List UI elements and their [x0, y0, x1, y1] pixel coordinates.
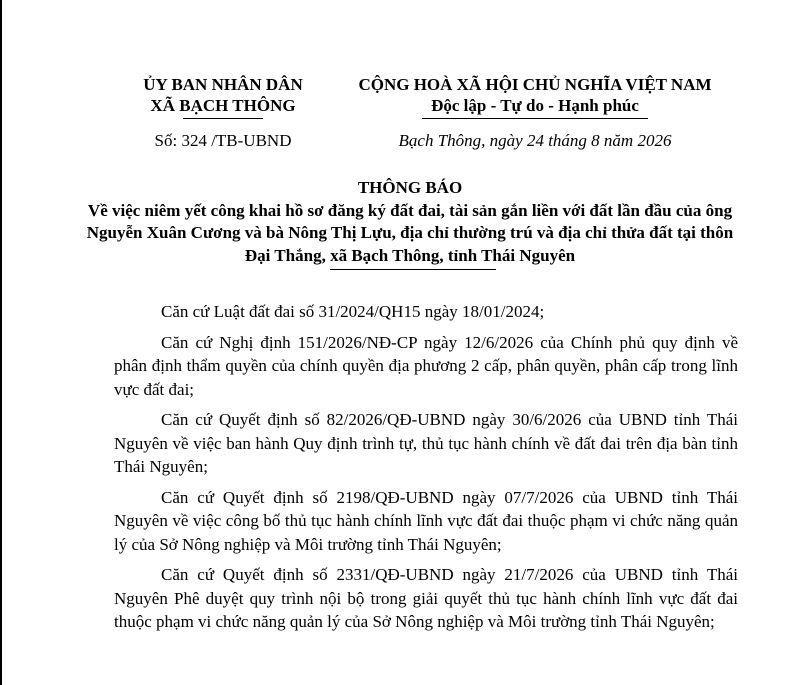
motto-underline [422, 118, 648, 119]
national-motto [330, 74, 740, 119]
nation-line-1: CỘNG HOÀ XÃ HỘI CHỦ NGHĨA VIỆT NAM [358, 75, 712, 94]
body-paragraph-4: Căn cứ Quyết định số 2198/QĐ-UBND ngày 07/7/2026 của UBND tỉnh Thái Nguyên về việc công bố thủ tục hành chính lĩnh vực đất đai thuộc phạm vi chức năng quản lý của Sở Nông nghiệp và Môi trường tỉnh Thái Nguyên; [114, 487, 738, 554]
document-number: Số: 324 /TB-UBND [154, 131, 292, 150]
agency-line-1: ỦY BAN NHÂN DÂN [143, 75, 303, 94]
title-subject: Về việc niêm yết công khai hồ sơ đăng ký đất đai, tài sản gắn liền với đất lần đầu của ông Nguyễn Xuân Cương và bà Nông Thị Lựu, địa chỉ thường trú và địa chỉ thửa đất tại thôn Đại Thắng, xã Bạch Thông, tỉnh Thái Nguyên [86, 200, 734, 265]
nation-line-2: Độc lập - Tự do - Hạnh phúc [431, 96, 639, 115]
title-underline [330, 269, 496, 270]
issuing-agency [118, 74, 328, 119]
agency-line-2: XÃ BẠCH THÔNG [150, 96, 296, 115]
body-paragraph-2: Căn cứ Nghị định 151/2026/NĐ-CP ngày 12/6/2026 của Chính phủ quy định về phân định thẩm quyền của chính quyền địa phương 2 cấp, phân quyền, phân cấp trong lĩnh vực đất đai; [114, 332, 738, 399]
page-left-border [0, 0, 2, 685]
document-body [114, 300, 738, 641]
agency-underline [183, 118, 263, 119]
body-paragraph-5: Căn cứ Quyết định số 2331/QĐ-UBND ngày 21/7/2026 của UBND tỉnh Thái Nguyên Phê duyệt quy trình nội bộ trong giải quyết thủ tục hành chính lĩnh vực đất đai thuộc phạm vi chức năng quản lý của Sở Nông nghiệp và Môi trường tỉnh Thái Nguyên; [114, 565, 738, 631]
document-date: Bạch Thông, ngày 24 tháng 8 năm 2026 [398, 131, 672, 150]
title-main: THÔNG BÁO [357, 178, 463, 197]
body-paragraph-1: Căn cứ Luật đất đai số 31/2024/QH15 ngày 18/01/2024; [161, 302, 545, 321]
document-title [78, 177, 742, 267]
body-paragraph-3: Căn cứ Quyết định số 82/2026/QĐ-UBND ngày 30/6/2026 của UBND tỉnh Thái Nguyên về việc ban hành Quy định trình tự, thủ tục hành chính về đất đai trên địa bàn tỉnh Thái Nguyên; [114, 410, 738, 476]
